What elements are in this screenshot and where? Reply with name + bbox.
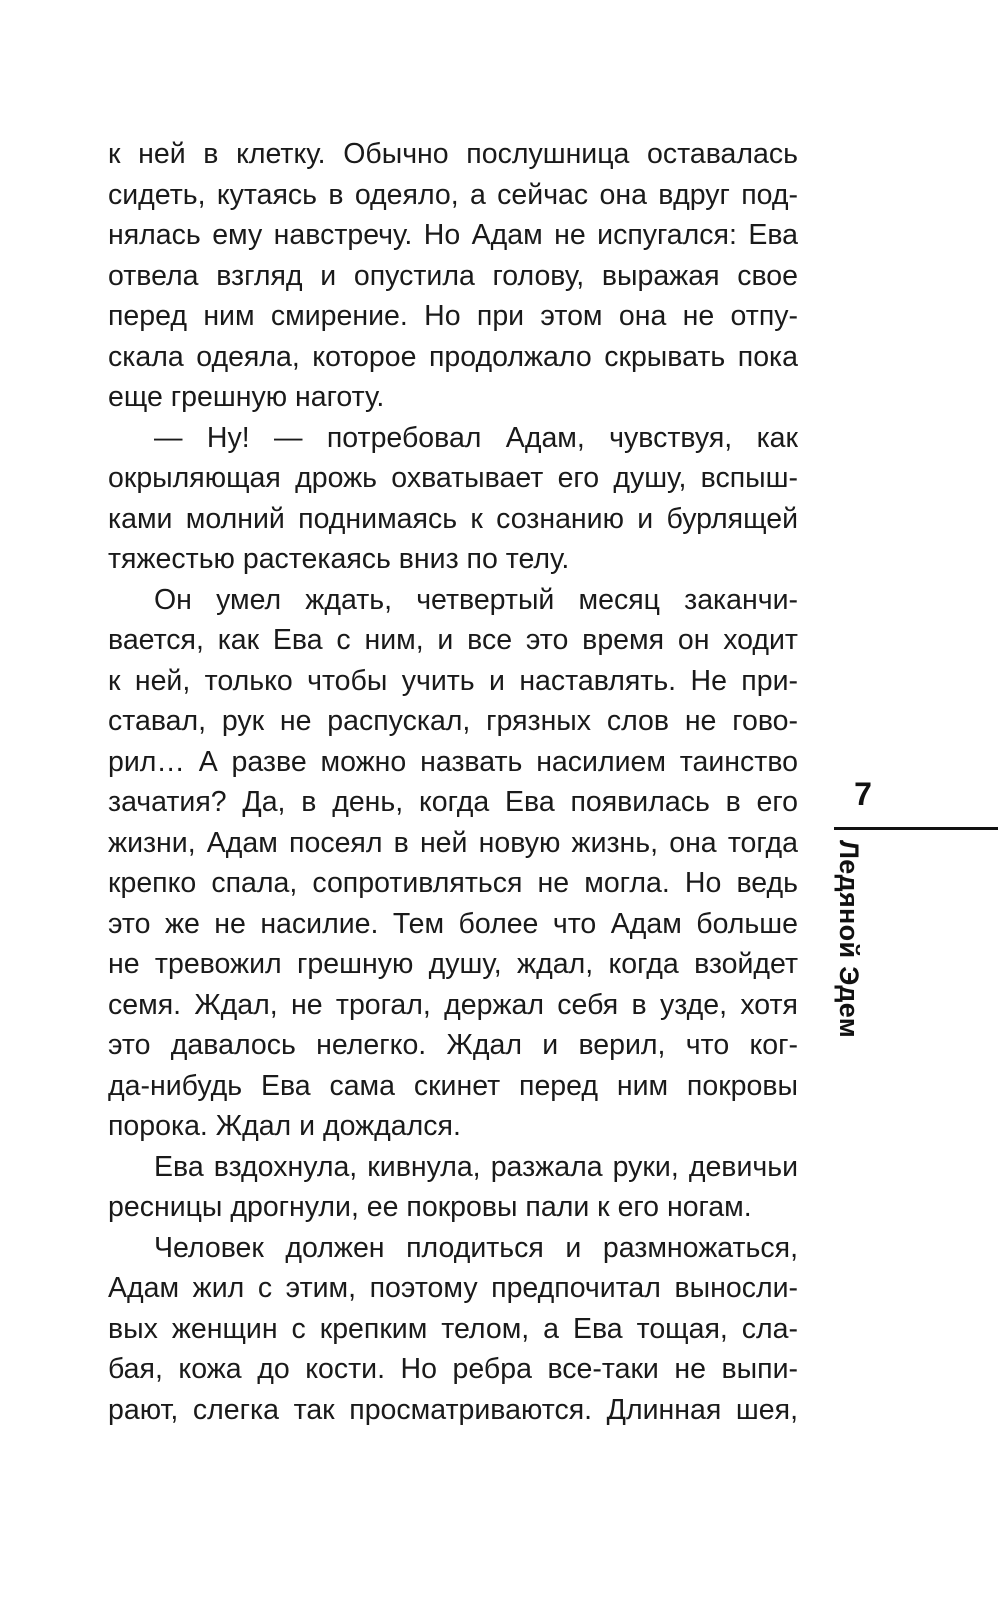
text-line: скала одеяла, которое продолжало скрывать пока [108, 340, 798, 373]
text-line: крепко спала, сопротивляться не могла. Но ведь [108, 867, 798, 899]
text-line: перед ним смирение. Но при этом она не отпу- [108, 300, 798, 332]
text-line: тяжестью растекаясь вниз по телу. [108, 543, 570, 575]
text-line: Ева вздохнула, кивнула, разжала руки, девичьи [154, 1150, 798, 1183]
text-line: не тревожил грешную душу, ждал, когда взойдет [108, 948, 798, 980]
text-line: Он умел ждать, четвертый месяц заканчи- [154, 583, 798, 616]
body-text [108, 134, 798, 1430]
text-line: порока. Ждал и дождался. [108, 1110, 461, 1142]
text-line: окрыляющая дрожь охватывает его душу, вспыш- [108, 462, 798, 494]
text-line: жизни, Адам посеял в ней новую жизнь, она тогда [108, 826, 798, 859]
text-line: Адам жил с этим, поэтому предпочитал выносли- [108, 1272, 798, 1304]
text-line: сидеть, кутаясь в одеяло, а сейчас она вдруг под- [108, 178, 798, 211]
text-line: это давалось нелегко. Ждал и верил, что ког- [108, 1029, 798, 1061]
text-line: — Ну! — потребовал Адам, чувствуя, как [154, 421, 798, 454]
text-line: это же не насилие. Тем более что Адам больше [108, 907, 798, 940]
margin-rule [834, 827, 998, 830]
text-line: отвела взгляд и опустила голову, выражая свое [108, 259, 798, 292]
text-line: к ней, только чтобы учить и наставлять. Не при- [108, 664, 798, 697]
text-line: ставал, рук не распускал, грязных слов не гово- [108, 705, 798, 737]
text-line: зачатия? Да, в день, когда Ева появилась в его [108, 786, 798, 818]
text-line: вых женщин с крепким телом, а Ева тощая, сла- [108, 1312, 798, 1345]
text-line: ресницы дрогнули, ее покровы пали к его ногам. [108, 1191, 752, 1223]
running-title: Ледяной Эдем [834, 840, 864, 1038]
text-line: ками молний поднимаясь к сознанию и бурлящей [108, 502, 798, 535]
text-line: еще грешную наготу. [108, 381, 385, 413]
text-line: бая, кожа до кости. Но ребра все-таки не выпи- [108, 1353, 798, 1385]
text-line: нялась ему навстречу. Но Адам не испугался: Ева [108, 219, 798, 251]
text-line: рил… А разве можно назвать насилием таинство [108, 745, 798, 778]
text-line: семя. Ждал, не трогал, держал себя в узде, хотя [108, 988, 798, 1021]
text-line: к ней в клетку. Обычно послушница оставалась [108, 138, 798, 170]
text-line: вается, как Ева с ним, и все это время он ходит [108, 624, 798, 656]
page-number: 7 [854, 776, 872, 812]
text-line: Человек должен плодиться и размножаться, [154, 1231, 798, 1264]
text-line: рают, слегка так просматриваются. Длинная шея, [108, 1393, 798, 1426]
text-line: да-нибудь Ева сама скинет перед ним покровы [108, 1069, 798, 1102]
